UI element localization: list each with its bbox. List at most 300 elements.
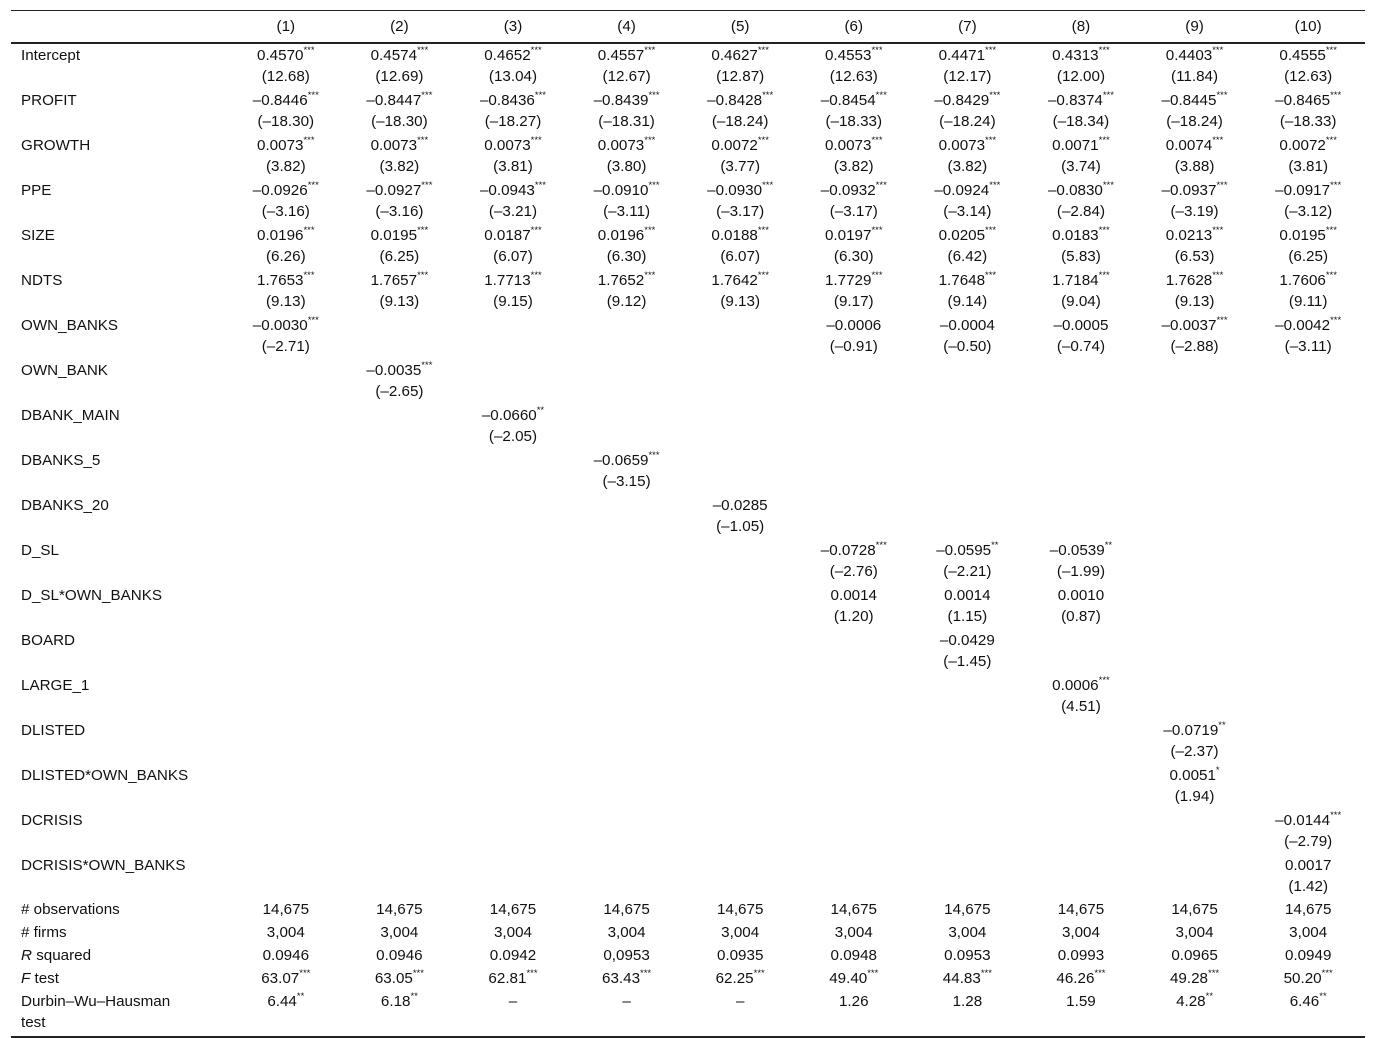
coefficient-value — [1251, 495, 1365, 516]
coefficient-cell — [797, 269, 911, 314]
coefficient-cell — [683, 494, 797, 539]
coefficient-cell — [1138, 719, 1252, 764]
t-statistic: (–2.05) — [488, 428, 538, 445]
t-statistic: (3.77) — [720, 158, 761, 175]
coefficient-cell — [229, 854, 343, 899]
significance-stars: *** — [1212, 224, 1224, 236]
coefficient-cell — [570, 269, 684, 314]
t-statistic: (–18.24) — [711, 113, 769, 130]
t-statistic: (1.94) — [1174, 788, 1215, 805]
t-statistic — [343, 561, 457, 583]
t-statistic — [683, 561, 797, 583]
t-statistic: (6.07) — [493, 248, 533, 265]
coefficient-cell — [1024, 719, 1138, 764]
statistic-label — [11, 899, 229, 922]
coefficient-number: 0.4570 — [257, 47, 304, 64]
coefficient-value — [570, 315, 684, 336]
coefficient-number: –0.8446 — [252, 92, 308, 109]
coefficient-cell — [229, 404, 343, 449]
statistic-value: 14,675 — [489, 901, 537, 918]
coefficient-value — [797, 675, 911, 696]
coefficient-number: 0.0073 — [824, 137, 872, 154]
coefficient-cell — [911, 404, 1025, 449]
coefficient-cell — [570, 854, 684, 899]
coefficient-cell — [1138, 269, 1252, 314]
coefficient-value — [456, 45, 570, 66]
coefficient-number: –0.0927 — [366, 182, 422, 199]
t-statistic — [456, 336, 570, 358]
coefficient-cell — [343, 809, 457, 854]
t-statistic: (9.17) — [833, 293, 874, 310]
t-statistic — [683, 696, 797, 718]
coefficient-value — [1024, 450, 1138, 471]
regression-table — [11, 10, 1365, 1038]
t-statistic: (–18.30) — [257, 113, 315, 130]
coefficient-cell — [797, 224, 911, 269]
coefficient-cell — [683, 314, 797, 359]
coefficient-value — [683, 90, 797, 111]
coefficient-value — [1024, 315, 1138, 336]
coefficient-cell — [1024, 224, 1138, 269]
t-statistic: (–0.91) — [829, 338, 878, 355]
coefficient-number: –0.8465 — [1275, 92, 1331, 109]
coefficient-cell — [1138, 629, 1252, 674]
coefficient-cell — [456, 449, 570, 494]
coefficient-number: –0.0539 — [1049, 542, 1105, 559]
coefficient-value — [683, 405, 797, 426]
coefficient-cell — [456, 359, 570, 404]
t-statistic — [229, 426, 343, 448]
statistic-value: 14,675 — [944, 901, 991, 918]
coefficient-value — [1024, 630, 1138, 651]
coefficient-value — [570, 225, 684, 246]
t-statistic: (–2.65) — [375, 383, 424, 400]
statistic-cell — [229, 945, 343, 968]
coefficient-value — [1251, 630, 1365, 651]
coefficient-value — [570, 720, 684, 741]
statistic-label-text: squared — [31, 947, 92, 964]
coefficient-cell — [1251, 674, 1365, 719]
coefficient-cell — [1024, 89, 1138, 134]
significance-stars: *** — [1325, 269, 1337, 281]
statistic-cell — [1251, 899, 1365, 922]
t-statistic: (11.84) — [1171, 68, 1219, 85]
coefficient-cell — [343, 314, 457, 359]
coefficient-number: 0.0073 — [938, 137, 986, 154]
table-row — [11, 179, 1365, 224]
statistic-label — [11, 945, 229, 968]
coefficient-value — [683, 630, 797, 651]
coefficient-cell — [456, 629, 570, 674]
significance-stars: *** — [871, 224, 883, 236]
t-statistic — [1138, 831, 1252, 853]
table-row — [11, 134, 1365, 179]
coefficient-value — [797, 225, 911, 246]
statistic-value: 14,675 — [1284, 901, 1332, 918]
t-statistic — [1138, 516, 1252, 538]
coefficient-value — [229, 315, 343, 336]
t-statistic: (12.17) — [943, 68, 992, 85]
coefficient-value — [343, 630, 457, 651]
coefficient-value — [797, 765, 911, 786]
t-statistic: (6.30) — [833, 248, 874, 265]
coefficient-number: 0.0006 — [1052, 677, 1099, 694]
coefficient-number: 0.0072 — [1279, 137, 1326, 154]
significance-stars: *** — [644, 44, 656, 56]
statistic-value: 14,675 — [603, 901, 650, 918]
coefficient-value — [797, 720, 911, 741]
coefficient-cell — [343, 134, 457, 179]
coefficient-cell — [229, 224, 343, 269]
coefficient-cell — [229, 764, 343, 809]
coefficient-cell — [343, 764, 457, 809]
table-row — [11, 449, 1365, 494]
coefficient-cell — [229, 584, 343, 629]
coefficient-value — [1138, 90, 1252, 111]
statistic-cell — [1024, 968, 1138, 991]
statistic-value: 14,675 — [376, 901, 423, 918]
coefficient-value — [1138, 180, 1252, 201]
significance-stars: ** — [991, 539, 999, 551]
statistic-cell — [797, 922, 911, 945]
t-statistic: (13.04) — [488, 68, 538, 85]
coefficient-number: –0.0659 — [593, 452, 649, 469]
coefficient-value — [1024, 90, 1138, 111]
column-header-model: (7) — [958, 18, 977, 35]
coefficient-cell — [570, 134, 684, 179]
coefficient-cell — [1138, 43, 1252, 89]
column-header-model: (4) — [617, 18, 636, 35]
coefficient-value — [1138, 675, 1252, 696]
coefficient-value — [456, 585, 570, 606]
statistics-row — [11, 945, 1365, 968]
statistic-cell — [229, 991, 343, 1037]
coefficient-cell — [229, 809, 343, 854]
t-statistic — [1251, 651, 1365, 673]
t-statistic: (–18.34) — [1052, 113, 1110, 130]
t-statistic: (3.81) — [1288, 158, 1329, 175]
statistic-symbol: F — [21, 970, 31, 987]
statistic-value: 0.0953 — [944, 947, 991, 964]
coefficient-cell — [797, 764, 911, 809]
statistic-cell — [570, 968, 684, 991]
coefficient-number: 0.0205 — [938, 227, 986, 244]
t-statistic — [683, 876, 797, 898]
coefficient-cell — [456, 539, 570, 584]
coefficient-value — [911, 810, 1025, 831]
coefficient-value — [229, 360, 343, 381]
statistic-cell — [1024, 991, 1138, 1037]
coefficient-value — [683, 225, 797, 246]
coefficient-value — [797, 450, 911, 471]
coefficient-value — [683, 720, 797, 741]
t-statistic — [911, 786, 1025, 808]
coefficient-value — [911, 315, 1025, 336]
significance-stars: *** — [1102, 89, 1114, 101]
coefficient-number: –0.0004 — [939, 317, 995, 334]
t-statistic: (6.07) — [720, 248, 761, 265]
coefficient-number: 0.0197 — [824, 227, 872, 244]
t-statistic: (4.51) — [1061, 698, 1101, 715]
coefficient-value — [456, 675, 570, 696]
significance-stars: *** — [530, 134, 542, 146]
t-statistic — [456, 381, 570, 403]
coefficient-value — [570, 630, 684, 651]
coefficient-cell — [343, 449, 457, 494]
coefficient-cell — [683, 359, 797, 404]
coefficient-value — [456, 405, 570, 426]
column-header-model: (2) — [390, 18, 409, 35]
t-statistic: (1.15) — [947, 608, 988, 625]
t-statistic — [1024, 876, 1138, 898]
t-statistic — [1024, 786, 1138, 808]
statistic-value: 46.26 — [1056, 970, 1095, 987]
statistic-value: 3,004 — [1175, 924, 1214, 941]
coefficient-value — [1024, 765, 1138, 786]
coefficient-cell — [570, 809, 684, 854]
coefficient-value — [229, 45, 343, 66]
coefficient-cell — [1138, 539, 1252, 584]
coefficient-value — [1251, 450, 1365, 471]
coefficient-value — [570, 180, 684, 201]
significance-stars: *** — [1216, 89, 1228, 101]
statistic-cell — [570, 991, 684, 1037]
t-statistic: (–18.24) — [939, 113, 996, 130]
t-statistic — [343, 876, 457, 898]
statistic-value: 0.0948 — [830, 947, 877, 964]
coefficient-value — [1251, 135, 1365, 156]
coefficient-value — [343, 720, 457, 741]
coefficient-number: 1.7606 — [1279, 272, 1326, 289]
coefficient-cell — [683, 674, 797, 719]
t-statistic — [683, 651, 797, 673]
coefficient-cell — [343, 43, 457, 89]
coefficient-number: –0.0917 — [1275, 182, 1331, 199]
coefficient-cell — [229, 719, 343, 764]
coefficient-value — [229, 720, 343, 741]
t-statistic: (5.83) — [1061, 248, 1101, 265]
statistic-value: 49.28 — [1169, 970, 1208, 987]
t-statistic — [797, 741, 911, 763]
t-statistic — [911, 426, 1025, 448]
t-statistic — [683, 741, 797, 763]
table-row — [11, 629, 1365, 674]
coefficient-number: 0.0213 — [1165, 227, 1213, 244]
statistics-row — [11, 991, 1365, 1037]
coefficient-value — [456, 540, 570, 561]
t-statistic: (–1.45) — [943, 653, 992, 670]
coefficient-cell — [343, 404, 457, 449]
significance-stars: *** — [1325, 44, 1337, 56]
significance-stars: * — [1215, 764, 1220, 776]
t-statistic — [1138, 471, 1252, 493]
t-statistic — [343, 426, 457, 448]
coefficient-number: 1.7184 — [1052, 272, 1099, 289]
t-statistic — [570, 426, 684, 448]
t-statistic: (9.11) — [1288, 293, 1328, 310]
significance-stars: *** — [1321, 967, 1333, 979]
coefficient-number: 0.4471 — [938, 47, 986, 64]
coefficient-number: –0.0285 — [712, 497, 768, 514]
statistic-label-text: test — [30, 970, 59, 987]
coefficient-value — [911, 675, 1025, 696]
coefficient-value — [456, 630, 570, 651]
coefficient-value — [1024, 675, 1138, 696]
coefficient-number: –0.8447 — [366, 92, 422, 109]
coefficient-cell — [683, 89, 797, 134]
statistic-cell — [1024, 945, 1138, 968]
t-statistic — [683, 606, 797, 628]
table-row — [11, 764, 1365, 809]
variable-label: DBANK_MAIN — [21, 407, 120, 424]
coefficient-value — [456, 315, 570, 336]
significance-stars: *** — [644, 269, 656, 281]
coefficient-value — [683, 135, 797, 156]
variable-label: DBANKS_5 — [21, 452, 101, 469]
statistic-value: 0.0946 — [262, 947, 310, 964]
coefficient-cell — [343, 359, 457, 404]
t-statistic — [570, 651, 684, 673]
coefficient-cell — [1138, 764, 1252, 809]
t-statistic: (–2.88) — [1170, 338, 1219, 355]
coefficient-cell — [1024, 854, 1138, 899]
coefficient-value — [1251, 585, 1365, 606]
coefficient-value — [456, 765, 570, 786]
t-statistic: (6.25) — [1288, 248, 1329, 265]
coefficient-value — [456, 135, 570, 156]
t-statistic: (–3.17) — [829, 203, 878, 220]
statistic-cell — [1251, 991, 1365, 1037]
coefficient-cell — [911, 719, 1025, 764]
coefficient-value — [1251, 765, 1365, 786]
significance-stars: *** — [417, 269, 429, 281]
coefficient-value — [1138, 405, 1252, 426]
coefficient-cell — [456, 89, 570, 134]
coefficient-number: 0.4403 — [1165, 47, 1213, 64]
t-statistic — [911, 516, 1025, 538]
coefficient-value — [343, 765, 457, 786]
t-statistic — [683, 786, 797, 808]
statistic-cell — [1251, 945, 1365, 968]
coefficient-value — [229, 630, 343, 651]
t-statistic: (–3.17) — [716, 203, 765, 220]
coefficient-value — [343, 90, 457, 111]
coefficient-value — [343, 135, 457, 156]
column-header-model: (3) — [503, 18, 523, 35]
t-statistic: (–18.33) — [1279, 113, 1337, 130]
t-statistic — [1024, 651, 1138, 673]
statistic-cell — [343, 991, 457, 1037]
t-statistic — [570, 696, 684, 718]
statistic-value: 14,675 — [1171, 901, 1218, 918]
coefficient-cell — [911, 584, 1025, 629]
t-statistic: (–3.12) — [1284, 203, 1333, 220]
coefficient-number: –0.0144 — [1275, 812, 1331, 829]
coefficient-number: –0.0932 — [820, 182, 876, 199]
coefficient-cell — [1024, 539, 1138, 584]
significance-stars: *** — [530, 224, 542, 236]
significance-stars: *** — [530, 269, 542, 281]
coefficient-cell — [911, 43, 1025, 89]
coefficient-value — [343, 225, 457, 246]
t-statistic — [911, 876, 1025, 898]
coefficient-cell — [1024, 269, 1138, 314]
coefficient-value — [911, 90, 1025, 111]
statistic-cell — [456, 991, 570, 1037]
statistic-cell — [456, 899, 570, 922]
coefficient-number: 0.0073 — [370, 137, 418, 154]
t-statistic — [911, 696, 1025, 718]
significance-stars: *** — [412, 967, 424, 979]
significance-stars: *** — [421, 89, 433, 101]
statistic-value: – — [622, 993, 631, 1010]
significance-stars: *** — [757, 134, 769, 146]
coefficient-cell — [1024, 314, 1138, 359]
coefficient-number: –0.0595 — [936, 542, 992, 559]
significance-stars: *** — [871, 269, 883, 281]
coefficient-number: 0.4652 — [484, 47, 531, 64]
t-statistic — [1251, 561, 1365, 583]
t-statistic — [229, 651, 343, 673]
t-statistic — [1024, 426, 1138, 448]
coefficient-value — [911, 855, 1025, 876]
t-statistic: (9.13) — [1174, 293, 1215, 310]
statistic-label-text: # firms — [21, 924, 67, 941]
coefficient-value — [1138, 270, 1252, 291]
coefficient-value — [229, 135, 343, 156]
coefficient-value — [1251, 315, 1365, 336]
coefficient-cell — [570, 404, 684, 449]
coefficient-number: 0.0072 — [711, 137, 758, 154]
t-statistic: (–3.16) — [375, 203, 424, 220]
coefficient-cell — [911, 494, 1025, 539]
t-statistic: (9.13) — [265, 293, 306, 310]
table-row — [11, 43, 1365, 89]
t-statistic — [797, 651, 911, 673]
coefficient-number: 1.7657 — [370, 272, 418, 289]
coefficient-cell — [570, 674, 684, 719]
t-statistic — [1251, 741, 1365, 763]
coefficient-cell — [797, 89, 911, 134]
coefficient-value — [343, 540, 457, 561]
coefficient-cell — [683, 764, 797, 809]
coefficient-number: 0.0073 — [597, 137, 645, 154]
t-statistic: (–2.37) — [1170, 743, 1219, 760]
t-statistic: (12.87) — [716, 68, 765, 85]
coefficient-cell — [797, 539, 911, 584]
coefficient-value — [797, 180, 911, 201]
coefficient-cell — [1024, 449, 1138, 494]
coefficient-value — [1251, 855, 1365, 876]
coefficient-value — [797, 45, 911, 66]
coefficient-value — [683, 540, 797, 561]
column-header-row — [11, 11, 1365, 44]
t-statistic: (3.82) — [833, 158, 874, 175]
t-statistic — [1251, 516, 1365, 538]
significance-stars: ** — [1205, 990, 1214, 1002]
coefficient-cell — [229, 89, 343, 134]
significance-stars: *** — [1216, 314, 1228, 326]
statistic-value: 0.0965 — [1171, 947, 1218, 964]
coefficient-number: 0.0074 — [1165, 137, 1213, 154]
coefficient-number: 0.0014 — [830, 587, 877, 604]
statistic-cell — [343, 922, 457, 945]
statistic-cell — [343, 899, 457, 922]
coefficient-number: –0.8429 — [934, 92, 990, 109]
coefficient-cell — [683, 449, 797, 494]
coefficient-value — [1138, 360, 1252, 381]
t-statistic — [797, 831, 911, 853]
